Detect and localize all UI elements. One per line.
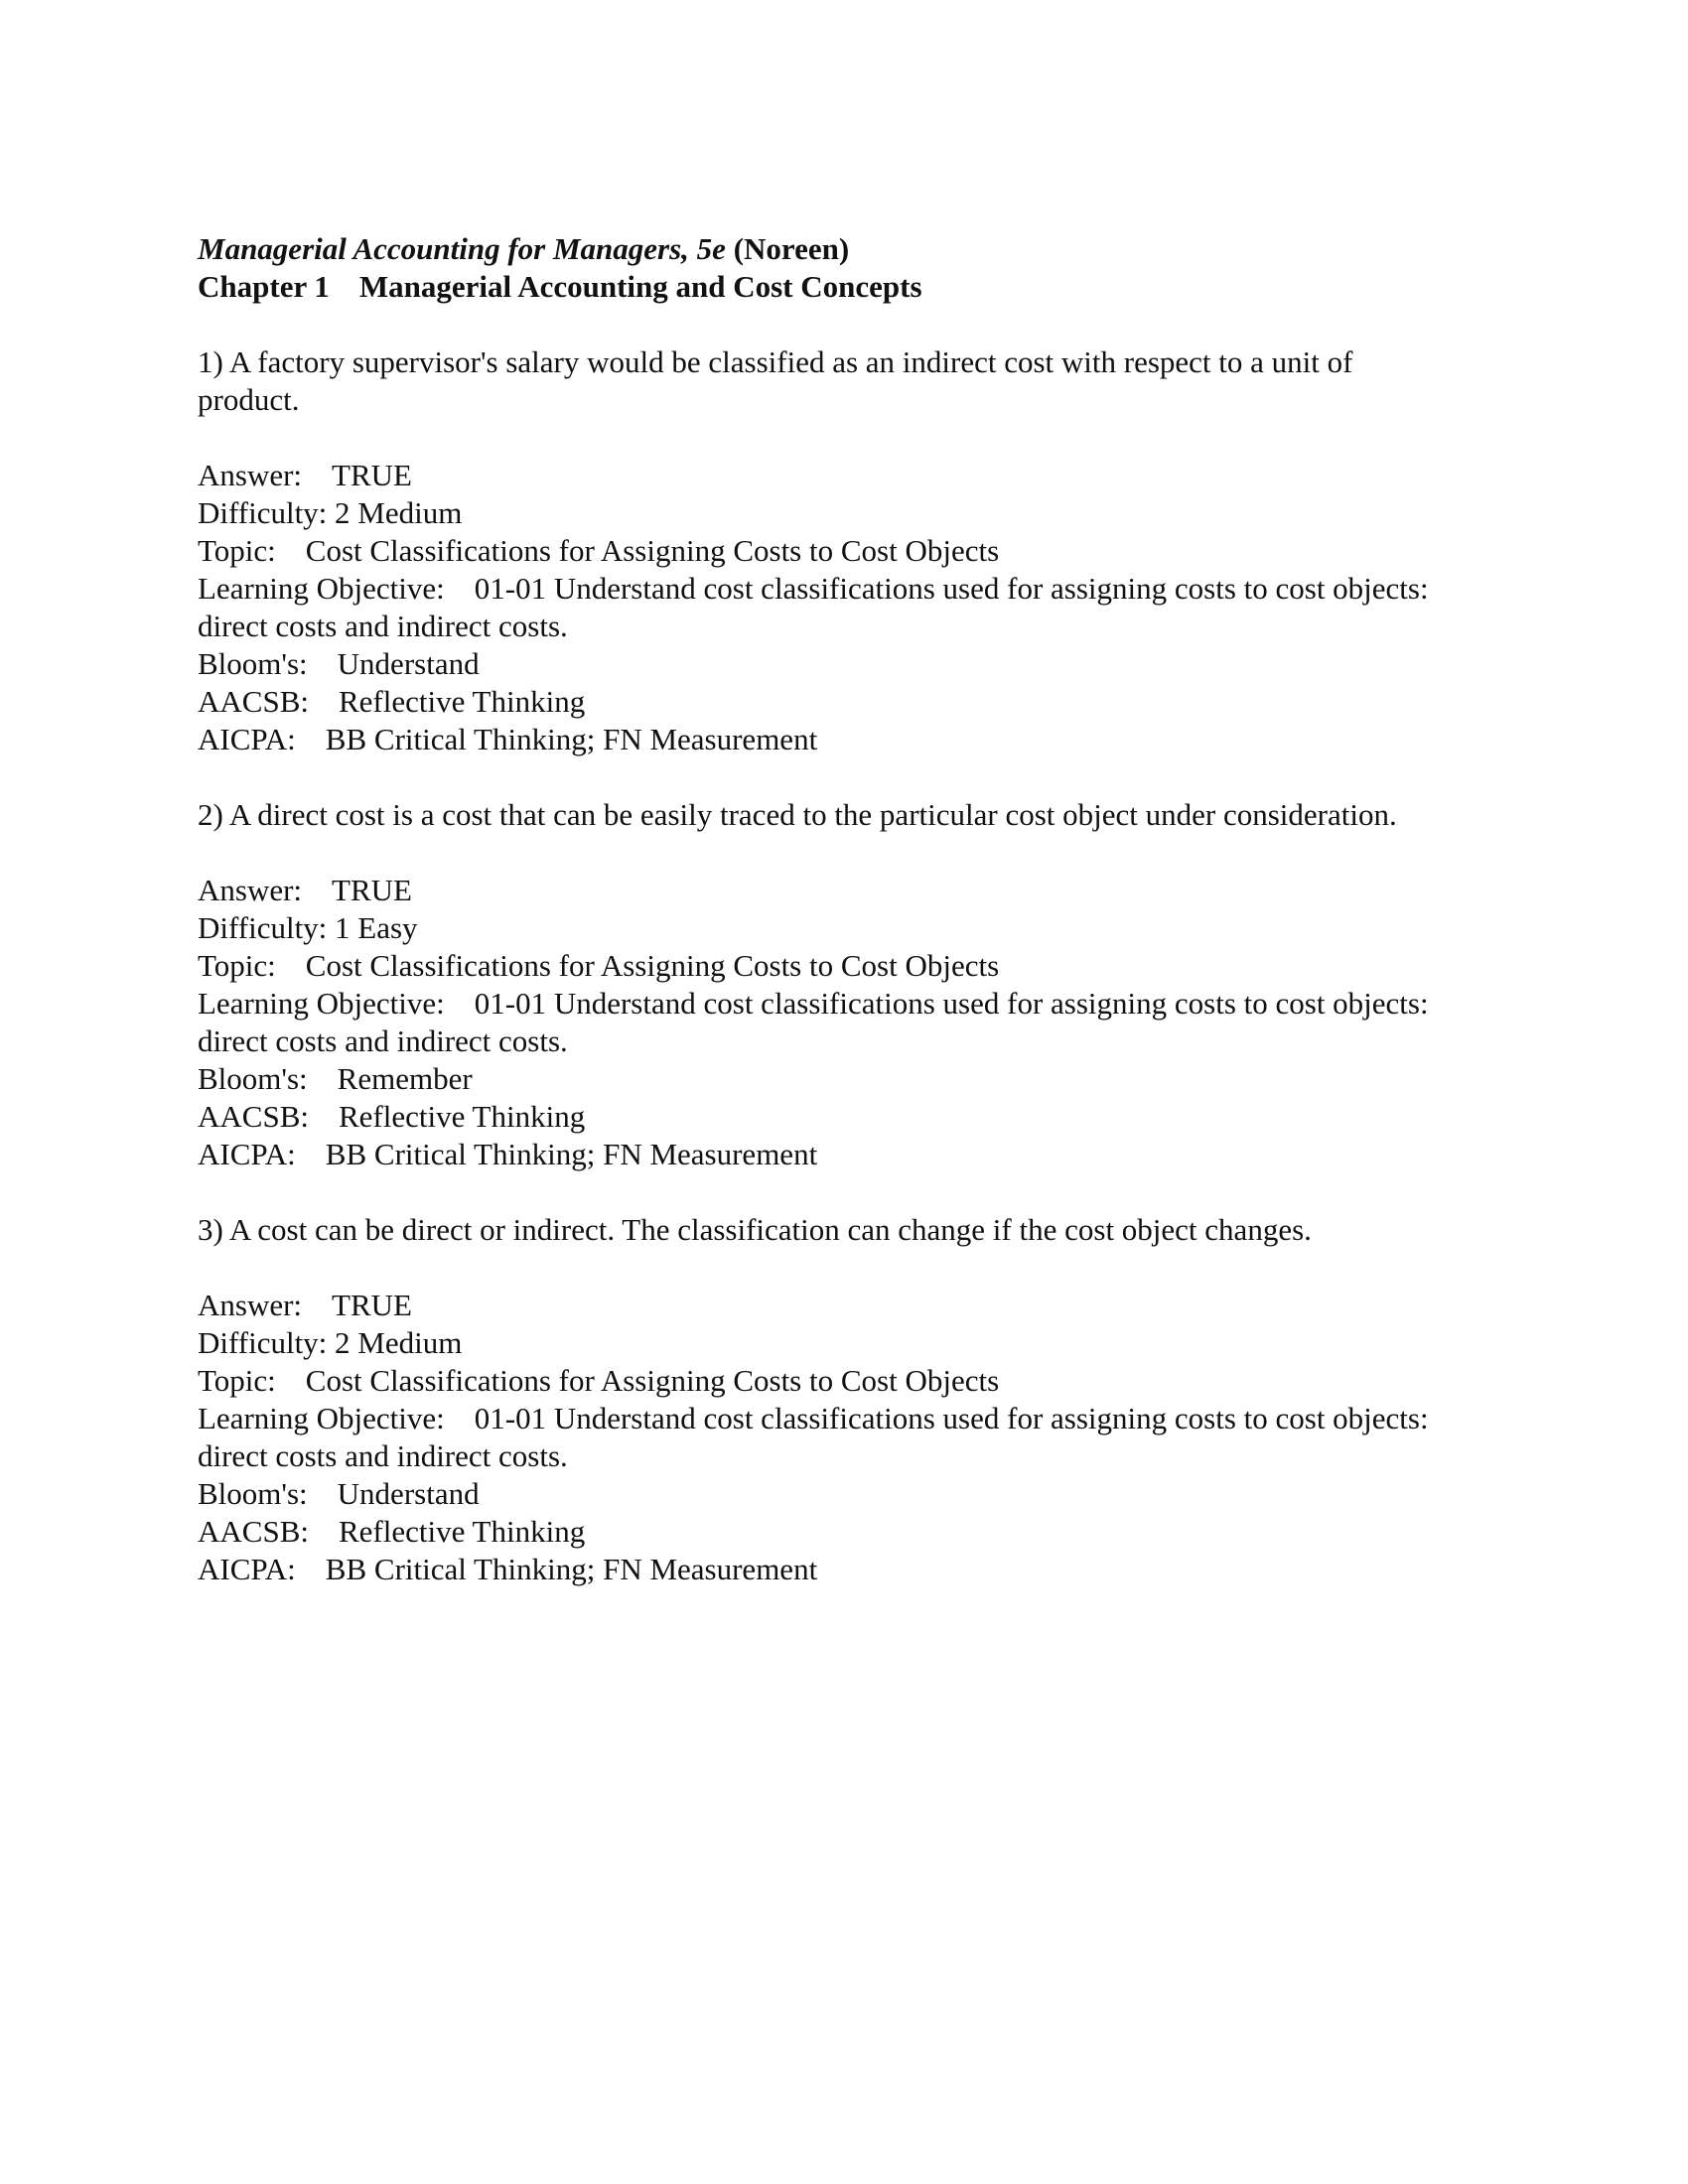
lo-label: Learning Objective: (198, 986, 445, 1021)
aicpa-value: BB Critical Thinking; FN Measurement (325, 1137, 818, 1171)
blooms-value: Understand (337, 1476, 480, 1511)
learning-objective-line (198, 985, 1449, 1060)
question-text: 2) A direct cost is a cost that can be easily traced to the particular cost object under consideration. (198, 797, 1397, 832)
difficulty-line: Difficulty: 2 Medium (198, 1325, 463, 1360)
chapter-line (198, 268, 1488, 306)
topic-label: Topic: (198, 533, 276, 568)
chapter-title: Managerial Accounting and Cost Concepts (358, 269, 922, 304)
blooms-line (198, 1060, 1488, 1098)
topic-line (198, 532, 1488, 570)
blooms-value: Remember (337, 1061, 473, 1096)
blooms-value: Understand (337, 646, 480, 681)
aicpa-value: BB Critical Thinking; FN Measurement (325, 1552, 818, 1586)
aicpa-value: BB Critical Thinking; FN Measurement (325, 722, 818, 756)
aacsb-line (198, 1098, 1488, 1136)
blooms-label: Bloom's: (198, 1061, 308, 1096)
aacsb-value: Reflective Thinking (338, 684, 586, 719)
answer-label: Answer: (198, 1288, 303, 1322)
aacsb-label: AACSB: (198, 1514, 309, 1549)
learning-objective-line (198, 570, 1449, 645)
topic-value: Cost Classifications for Assigning Costs to Cost Objects (305, 533, 1000, 568)
answer-label: Answer: (198, 873, 303, 907)
question-text: 3) A cost can be direct or indirect. The classification can change if the cost object changes. (198, 1212, 1312, 1247)
blooms-label: Bloom's: (198, 646, 308, 681)
answer-label: Answer: (198, 458, 303, 492)
book-author: (Noreen) (733, 231, 850, 266)
aacsb-label: AACSB: (198, 684, 309, 719)
book-line (198, 230, 1488, 268)
lo-value: 01-01 Understand cost classifications used for assigning costs to cost objects: direct costs and indirect costs. (198, 1401, 1429, 1473)
aacsb-value: Reflective Thinking (338, 1514, 586, 1549)
question-text: 1) A factory supervisor's salary would be classified as an indirect cost with respect to a unit of product. (198, 344, 1353, 417)
question-block (198, 343, 1488, 758)
lo-value: 01-01 Understand cost classifications used for assigning costs to cost objects: direct costs and indirect costs. (198, 571, 1429, 643)
aacsb-line (198, 1513, 1488, 1551)
question-block (198, 796, 1488, 1173)
topic-line (198, 947, 1488, 985)
blooms-line (198, 1475, 1488, 1513)
aacsb-line (198, 683, 1488, 721)
blooms-label: Bloom's: (198, 1476, 308, 1511)
topic-value: Cost Classifications for Assigning Costs to Cost Objects (305, 1363, 1000, 1398)
topic-value: Cost Classifications for Assigning Costs to Cost Objects (305, 948, 1000, 983)
topic-label: Topic: (198, 1363, 276, 1398)
lo-value: 01-01 Understand cost classifications used for assigning costs to cost objects: direct costs and indirect costs. (198, 986, 1429, 1058)
aicpa-line (198, 1551, 1488, 1588)
answer-value: TRUE (332, 458, 412, 492)
aacsb-value: Reflective Thinking (338, 1099, 586, 1134)
aicpa-label: AICPA: (198, 1137, 296, 1171)
answer-line (198, 872, 1488, 909)
aacsb-label: AACSB: (198, 1099, 309, 1134)
difficulty-line: Difficulty: 2 Medium (198, 495, 463, 530)
answer-line (198, 1287, 1488, 1324)
document-header (198, 230, 1488, 306)
blooms-line (198, 645, 1488, 683)
book-title: Managerial Accounting for Managers, 5e (198, 231, 726, 266)
lo-label: Learning Objective: (198, 1401, 445, 1435)
lo-label: Learning Objective: (198, 571, 445, 606)
learning-objective-line (198, 1400, 1449, 1475)
aicpa-label: AICPA: (198, 1552, 296, 1586)
answer-line (198, 457, 1488, 494)
aicpa-line (198, 1136, 1488, 1173)
answer-value: TRUE (332, 1288, 412, 1322)
question-block (198, 1211, 1488, 1588)
aicpa-line (198, 721, 1488, 758)
topic-label: Topic: (198, 948, 276, 983)
difficulty-line: Difficulty: 1 Easy (198, 910, 418, 945)
document-page (198, 230, 1488, 1588)
answer-value: TRUE (332, 873, 412, 907)
topic-line (198, 1362, 1488, 1400)
chapter-label: Chapter 1 (198, 269, 330, 304)
aicpa-label: AICPA: (198, 722, 296, 756)
